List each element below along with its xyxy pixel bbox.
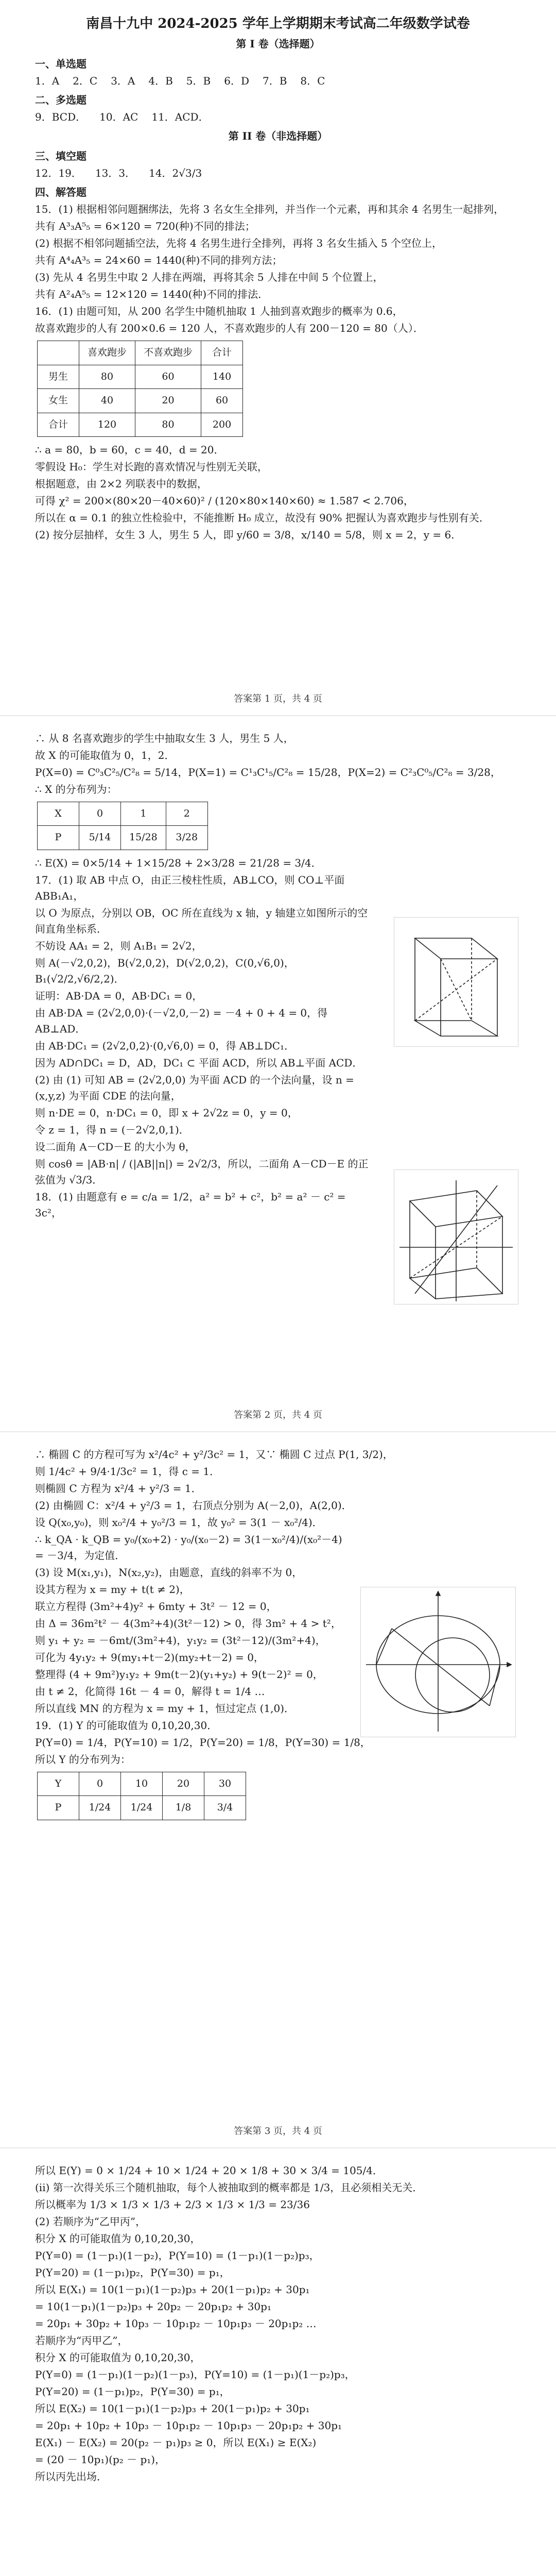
multi-choice-answers bbox=[35, 109, 521, 125]
table-cell: 80 bbox=[79, 365, 135, 388]
table-cell: 60 bbox=[135, 365, 201, 388]
table-cell: X bbox=[38, 802, 79, 826]
solution-line: 因为 AD∩DC₁ = D，AD，DC₁ ⊂ 平面 ACD，所以 AB⊥平面 ACD． bbox=[35, 1056, 363, 1069]
table-cell: 40 bbox=[79, 389, 135, 413]
table-cell: 120 bbox=[79, 413, 135, 436]
solution-line: 19．(1) Y 的可能取值为 0,10,20,30． bbox=[35, 1719, 218, 1732]
solution-line: P(Y=0) = (1－p₁)(1－p₂)(1－p₃)，P(Y=10) = (1－p₁)(1－p₂)p₃， bbox=[35, 2368, 355, 2381]
table-cell: 男生 bbox=[38, 365, 79, 388]
table-cell: 2 bbox=[166, 802, 207, 826]
solution-line: 所以直线 MN 的方程为 x = my + 1，恒过定点 (1,0)． bbox=[35, 1702, 295, 1715]
solution-line: 则 1/4c² + 9/4·1/3c² = 1，得 c = 1． bbox=[35, 1465, 220, 1478]
answer-page-2 bbox=[0, 716, 556, 1432]
solution-line: 设其方程为 x = my + t(t ≠ 2)， bbox=[35, 1583, 190, 1596]
answer-page-3 bbox=[0, 1432, 556, 2148]
part-one-heading: 第 I 卷（选择题） bbox=[236, 38, 320, 50]
page-4-content bbox=[35, 2162, 521, 2486]
table-cell: 女生 bbox=[38, 389, 79, 413]
distribution-table-y bbox=[37, 1772, 246, 1820]
solution-line: 可得 χ² = 200×(80×20－40×60)² / (120×80×140×60) ≈ 1.587 < 2.706， bbox=[35, 495, 414, 507]
answer-page-1 bbox=[0, 0, 556, 716]
solution-line: P(Y=20) = (1－p₁)p₂，P(Y=30) = p₁， bbox=[35, 2266, 230, 2279]
solution-line: = 20p₁ + 30p₂ + 10p₃ － 10p₁p₂ － 10p₁p₃ － 20p₁p₂ … bbox=[35, 2317, 317, 2330]
solution-line: (ii) 第一次得关乐三个随机抽取，每个人被抽取到的概率都是 1/3，且必须相关无关． bbox=[35, 2181, 423, 2194]
single-choice-answers bbox=[35, 73, 521, 89]
solution-line: 所以 Y 的分布列为： bbox=[35, 1753, 131, 1766]
solution-line: 以 O 为原点，分别以 OB，OC 所在直线为 x 轴，y 轴建立如图所示的空间直角坐标系． bbox=[35, 906, 368, 935]
solution-line: 共有 A²₄A⁵₅ = 12×120 = 1440(种)不同的排法． bbox=[35, 288, 269, 301]
answer-4: 4．B bbox=[148, 75, 173, 88]
solution-line: 18．(1) 由题意有 e = c/a = 1/2，a² = b² + c²，b² = a² － c² = 3c²， bbox=[35, 1190, 346, 1219]
table-cell: 1/24 bbox=[79, 1796, 121, 1820]
solution-line: 设二面角 A－CD－E 的大小为 θ， bbox=[35, 1140, 196, 1153]
solution-line: P(Y=0) = 1/4，P(Y=10) = 1/2，P(Y=20) = 1/8，P(Y=30) = 1/8， bbox=[35, 1736, 371, 1749]
solution-line: 故 X 的可能取值为 0，1，2． bbox=[35, 749, 175, 761]
answer-2: 2．C bbox=[73, 75, 98, 88]
solution-line: (2) 按分层抽样，女生 3 人，男生 5 人，即 y/60 = 3/8，x/140 = 5/8，则 x = 2，y = 6． bbox=[35, 529, 462, 541]
table-cell: P bbox=[38, 826, 79, 850]
solution-line: 若顺序为“丙甲乙”， bbox=[35, 2334, 128, 2347]
answer-9: 9．BCD． bbox=[35, 111, 86, 124]
page-footer: 答案第 1 页，共 4 页 bbox=[234, 693, 322, 704]
solution-line: 则 cosθ = |AB·n| / (|AB||n|) = 2√2/3，所以，二面角 A－CD－E 的正弦值为 √3/3． bbox=[35, 1157, 369, 1186]
solution-line: 可化为 4y₁y₂ + 9(my₁+t－2)(my₂+t－2) = 0， bbox=[35, 1651, 264, 1664]
table-cell: 1/8 bbox=[163, 1796, 204, 1820]
solution-line: ∴ 椭圆 C 的方程可写为 x²/4c² + y²/3c² = 1，又∵ 椭圆 C 过点 P(1, 3/2)， bbox=[35, 1448, 393, 1461]
solution-line: (2) 由 (1) 可知 AB = (2√2,0,0) 为平面 ACD 的一个法向量，设 n = (x,y,z) 为平面 CDE 的法向量， bbox=[35, 1073, 354, 1102]
solution-line: = 20p₁ + 10p₂ + 10p₃ － 10p₁p₂ － 10p₁p₃ － 20p₁p₂ + 30p₁ bbox=[35, 2419, 342, 2432]
multi-choice-heading: 二、多选题 bbox=[35, 94, 86, 107]
solution-line: 由 t ≠ 2，化简得 16t － 4 = 0，解得 t = 1/4 … bbox=[35, 1685, 265, 1698]
solution-line: E(X₁) － E(X₂) = 20(p₂ － p₁)p₃ ≥ 0，所以 E(X₁) ≥ E(X₂) bbox=[35, 2436, 317, 2449]
solution-line: 则椭圆 C 方程为 x²/4 + y²/3 = 1． bbox=[35, 1482, 202, 1495]
table-cell: 20 bbox=[135, 389, 201, 413]
solution-line: 所以 E(Y) = 0 × 1/24 + 10 × 1/24 + 20 × 1/8 + 30 × 3/4 = 105/4． bbox=[35, 2164, 383, 2177]
solution-line: (2) 若顺序为“乙甲丙”， bbox=[35, 2215, 146, 2228]
solution-line: 整理得 (4 + 9m²)y₁y₂ + 9m(t－2)(y₁+y₂) + 9(t－2)² = 0， bbox=[35, 1668, 323, 1681]
solution-line: 则 y₁ + y₂ = －6mt/(3m²+4)，y₁y₂ = (3t²－12)/(3m²+4)， bbox=[35, 1634, 326, 1647]
solution-line: 令 z = 1，得 n = (－2√2,0,1)． bbox=[35, 1123, 189, 1136]
fill-blank-answers bbox=[35, 165, 521, 181]
solution-line: 所以丙先出场． bbox=[35, 2470, 107, 2483]
table-cell: 合计 bbox=[38, 413, 79, 436]
table-cell: 20 bbox=[163, 1772, 204, 1796]
answer-6: 6．D bbox=[224, 75, 249, 88]
table-cell: Y bbox=[38, 1772, 79, 1796]
solution-line: 积分 X 的可能取值为 0,10,20,30， bbox=[35, 2232, 201, 2245]
solution-line: ∴ 从 8 名喜欢跑步的学生中抽取女生 3 人，男生 5 人， bbox=[35, 732, 294, 744]
part-two-heading: 第 II 卷（非选择题） bbox=[228, 130, 328, 143]
table-cell: 5/14 bbox=[79, 826, 121, 850]
solution-line: 故喜欢跑步的人有 200×0.6 = 120 人，不喜欢跑步的人有 200－120 = 80（人）． bbox=[35, 322, 424, 335]
prism-figure-1 bbox=[394, 917, 518, 1047]
table-cell: 3/28 bbox=[166, 826, 207, 850]
table-cell: 0 bbox=[79, 802, 121, 826]
table-row bbox=[38, 413, 243, 436]
table-cell: 喜欢跑步 bbox=[79, 341, 135, 365]
table-row bbox=[38, 389, 243, 413]
solution-line: 证明：AB·DA = 0，AB·DC₁ = 0， bbox=[35, 989, 203, 1002]
table-header-row bbox=[38, 1772, 246, 1796]
solution-line: 所以 E(X₂) = 10(1－p₁)(1－p₂)p₃ + 20(1－p₁)p₂ + 30p₁ bbox=[35, 2402, 310, 2415]
solution-line: = 10(1－p₁)(1－p₂)p₃ + 20p₂ － 20p₁p₂ + 30p₁ bbox=[35, 2300, 271, 2313]
solution-heading: 四、解答题 bbox=[35, 186, 86, 199]
document-title: 南昌十九中 2024-2025 学年上学期期末考试高二年级数学试卷 bbox=[86, 16, 470, 31]
solution-line: (2) 根据不相邻问题插空法，先将 4 名男生进行全排列，再将 3 名女生插入 5 个空位上， bbox=[35, 237, 443, 250]
table-cell: 合计 bbox=[201, 341, 243, 365]
solution-line: 根据题意，由 2×2 列联表中的数据， bbox=[35, 478, 207, 490]
solution-line: ∴ X 的分布列为： bbox=[35, 783, 117, 795]
answer-11: 11．ACD． bbox=[151, 111, 209, 124]
contingency-table bbox=[37, 341, 243, 437]
table-cell: 140 bbox=[201, 365, 243, 388]
solution-line: 所以在 α = 0.1 的独立性检验中，不能推断 H₀ 成立，故没有 90% 把握认为喜欢跑步与性别有关． bbox=[35, 512, 490, 524]
table-header-row bbox=[38, 341, 243, 365]
table-cell: 1/24 bbox=[121, 1796, 163, 1820]
table-cell: 1 bbox=[121, 802, 166, 826]
page-footer: 答案第 2 页，共 4 页 bbox=[234, 1410, 322, 1420]
solution-line: 联立方程得 (3m²+4)y² + 6mty + 3t² － 12 = 0， bbox=[35, 1600, 277, 1613]
page-1-content bbox=[35, 13, 521, 544]
prism-figure-2 bbox=[394, 1170, 518, 1304]
answer-14: 14．2√3/3 bbox=[149, 167, 202, 180]
solution-line: 设 Q(x₀,y₀)，则 x₀²/4 + y₀²/3 = 1，故 y₀² = 3(1 － x₀²/4)． bbox=[35, 1516, 323, 1529]
solution-line: 不妨设 AA₁ = 2，则 A₁B₁ = 2√2， bbox=[35, 939, 202, 952]
table-row bbox=[38, 1796, 246, 1820]
solution-line: 共有 A³₃A⁵₅ = 6×120 = 720(种)不同的排法； bbox=[35, 220, 255, 233]
table-cell: 60 bbox=[201, 389, 243, 413]
page-footer: 答案第 3 页，共 4 页 bbox=[234, 2126, 322, 2137]
answer-5: 5．B bbox=[186, 75, 211, 88]
solution-line: P(Y=0) = (1－p₁)(1－p₂)，P(Y=10) = (1－p₁)(1－p₂)p₃， bbox=[35, 2249, 320, 2262]
table-cell: 10 bbox=[121, 1772, 163, 1796]
table-cell: 200 bbox=[201, 413, 243, 436]
answer-13: 13．3． bbox=[95, 167, 136, 180]
solution-line: 则 A(－√2,0,2)，B(√2,0,2)，D(√2,0,2)，C(0,√6,0)，B₁(√2/2,√6/2,2)． bbox=[35, 956, 294, 985]
table-cell: 3/4 bbox=[204, 1796, 246, 1820]
answer-10: 10．AC bbox=[99, 111, 138, 124]
table-row bbox=[38, 826, 208, 850]
table-row bbox=[38, 365, 243, 388]
solution-line: 积分 X 的可能取值为 0,10,20,30， bbox=[35, 2351, 201, 2364]
solution-line: 由 AB·DA = (2√2,0,0)·(－√2,0,－2) = －4 + 0 + 4 = 0，得 AB⊥AD． bbox=[35, 1006, 328, 1035]
solution-line: 16．(1) 由题可知，从 200 名学生中随机抽取 1 人抽到喜欢跑步的概率为 0.6， bbox=[35, 305, 403, 318]
solution-line: 所以 E(X₁) = 10(1－p₁)(1－p₂)p₃ + 20(1－p₁)p₂ + 30p₁ bbox=[35, 2283, 310, 2296]
solution-line: 则 n·DE = 0，n·DC₁ = 0，即 x + 2√2z = 0，y = 0， bbox=[35, 1106, 298, 1119]
solution-line: (3) 设 M(x₁,y₁)，N(x₂,y₂)，由题意，直线的斜率不为 0， bbox=[35, 1566, 303, 1579]
distribution-table-x bbox=[37, 802, 208, 850]
solution-line: (2) 由椭圆 C：x²/4 + y²/3 = 1，右顶点分别为 A(－2,0)，A(2,0)． bbox=[35, 1499, 352, 1512]
single-choice-heading: 一、单选题 bbox=[35, 58, 86, 71]
solution-line: (3) 先从 4 名男生中取 2 人排在两端，再将其余 5 人排在中间 5 个位置上， bbox=[35, 271, 384, 284]
table-cell: 30 bbox=[204, 1772, 246, 1796]
solution-line: ∴ E(X) = 0×5/14 + 1×15/28 + 2×3/28 = 21/28 = 3/4． bbox=[35, 856, 322, 869]
solution-line: 15．(1) 根据相邻问题捆绑法，先将 3 名女生全排列，并当作一个元素，再和其余 4 名男生一起排列， bbox=[35, 203, 505, 216]
answer-8: 8．C bbox=[300, 75, 325, 88]
answer-7: 7．B bbox=[262, 75, 287, 88]
solution-line: P(X=0) = C⁰₃C²₅/C²₈ = 5/14，P(X=1) = C¹₃C¹₅/C²₈ = 15/28，P(X=2) = C²₃C⁰₅/C²₈ = 3/28， bbox=[35, 766, 501, 778]
table-cell: P bbox=[38, 1796, 79, 1820]
solution-line: P(Y=20) = (1－p₁)p₂，P(Y=30) = p₁， bbox=[35, 2385, 230, 2398]
answer-page-4 bbox=[0, 2148, 556, 2576]
solution-line: 由 Δ = 36m²t² － 4(3m²+4)(3t²－12) > 0，得 3m² + 4 > t²， bbox=[35, 1617, 341, 1630]
table-cell: 不喜欢跑步 bbox=[135, 341, 201, 365]
table-cell bbox=[38, 341, 79, 365]
table-cell: 80 bbox=[135, 413, 201, 436]
fill-blank-heading: 三、填空题 bbox=[35, 150, 86, 163]
table-cell: 0 bbox=[79, 1772, 121, 1796]
ellipse-figure bbox=[360, 1587, 516, 1737]
solution-line: 17．(1) 取 AB 中点 O，由正三棱柱性质，AB⊥CO，则 CO⊥平面 ABB₁A₁， bbox=[35, 873, 345, 902]
answer-3: 3．A bbox=[111, 75, 135, 88]
solution-line: 由 AB·DC₁ = (2√2,0,2)·(0,√6,0) = 0，得 AB⊥DC₁． bbox=[35, 1039, 295, 1052]
solution-line: ∴ a = 80，b = 60，c = 40，d = 20． bbox=[35, 444, 224, 456]
solution-line: 零假设 H₀：学生对长跑的喜欢情况与性别无关联， bbox=[35, 461, 268, 473]
solution-line: = (20 － 10p₁)(p₂ － p₁)， bbox=[35, 2453, 166, 2466]
table-cell: 15/28 bbox=[121, 826, 166, 850]
answer-12: 12．19． bbox=[35, 167, 82, 180]
solution-line: ∴ k_QA · k_QB = y₀/(x₀+2) · y₀/(x₀－2) = 3(1－x₀²/4)/(x₀²－4) = －3/4，为定值． bbox=[35, 1533, 342, 1562]
solution-line: 共有 A⁴₄A³₅ = 24×60 = 1440(种)不同的排列方法； bbox=[35, 254, 283, 267]
solution-line: 所以概率为 1/3 × 1/3 × 1/3 + 2/3 × 1/3 × 1/3 = 23/36 bbox=[35, 2198, 310, 2211]
table-header-row bbox=[38, 802, 208, 826]
answer-1: 1．A bbox=[35, 75, 60, 88]
